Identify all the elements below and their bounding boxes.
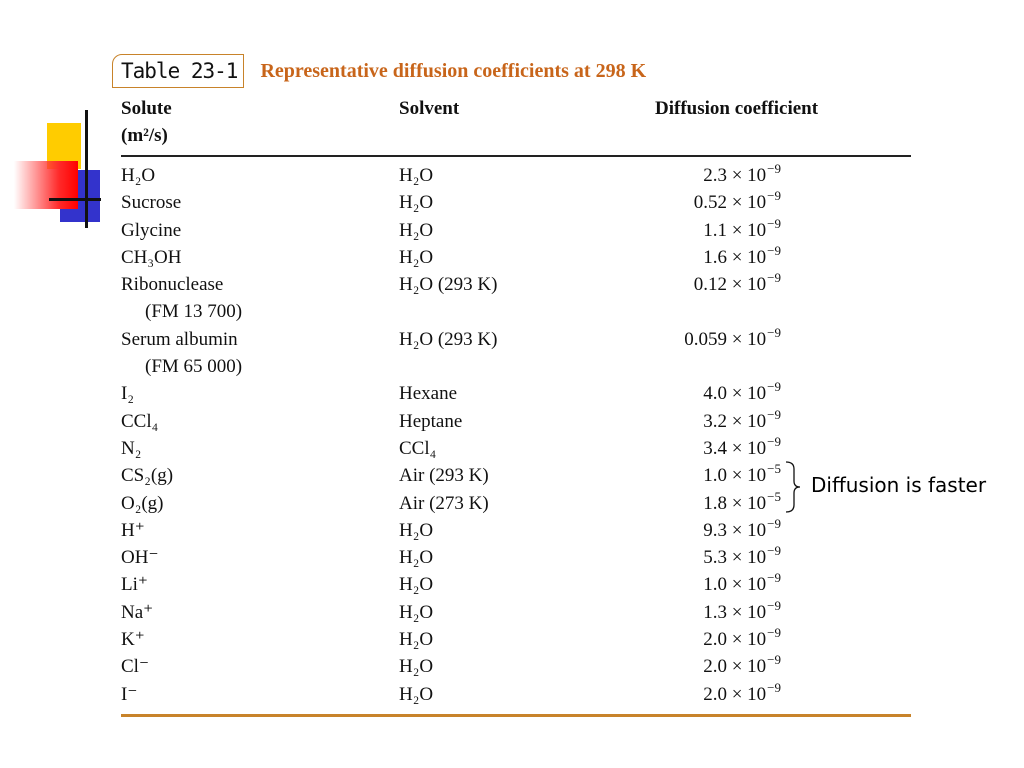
coefficient-exponent: −9 [767,406,781,422]
coefficient-exponent: −9 [767,161,781,176]
solute-name: Cl⁻ [121,656,149,678]
solute-name: Glycine [121,219,182,241]
cell-solvent: H₂O [399,192,434,214]
cell-coefficient [703,571,781,599]
cell-solute [121,462,173,489]
cell-solvent: H₂O [399,246,434,268]
decor-horizontal-line [49,198,101,201]
coefficient-exponent: −9 [767,433,781,449]
cell-solvent: Air (273 K) [399,492,489,514]
cell-coefficient [684,326,781,354]
table-row [121,162,911,189]
coefficient-exponent: −9 [767,679,781,695]
solute-name: Serum albumin [121,328,238,350]
cell-solvent: Heptane [399,410,463,432]
table-row [121,681,911,708]
coefficient-exponent: −9 [767,652,781,668]
cell-solute [121,189,181,216]
cell-coefficient [703,517,781,545]
cell-coefficient [703,162,781,190]
solute-name: K⁺ [121,629,145,651]
cell-solute [121,408,158,435]
cell-solute [121,217,181,244]
coefficient-exponent: −9 [767,324,781,340]
cell-solvent: H₂O [399,219,434,241]
times-ten: × 10 [731,165,767,186]
coefficient-mantissa: 5.3 [703,547,727,569]
cell-solvent: H₂O [399,165,434,186]
times-ten: × 10 [731,437,767,459]
coefficient-mantissa: 1.3 [703,601,727,623]
solute-name: Ribonuclease [121,274,224,296]
times-ten: × 10 [731,683,767,705]
cell-coefficient [703,653,781,681]
table-row [121,408,911,435]
times-ten: × 10 [731,246,767,268]
cell-solvent: H₂O [399,519,434,541]
table-row [121,189,911,216]
solute-name: I₂ [121,383,134,405]
times-ten: × 10 [731,519,767,541]
cell-coefficient [703,380,781,408]
cell-solute [121,380,134,407]
cell-solvent: Air (293 K) [399,465,489,487]
coefficient-mantissa: 0.12 [693,274,727,296]
cell-solute [121,271,242,325]
table-row [121,435,911,462]
cell-solvent: H₂O [399,601,434,623]
table-row [121,571,911,598]
cell-coefficient [703,490,781,518]
table-caption [112,54,646,88]
cell-solute [121,244,181,271]
times-ten: × 10 [731,219,767,241]
table-row [121,244,911,271]
times-ten: × 10 [731,656,767,678]
cell-solvent: H₂O [399,656,434,678]
solute-name: CH₃OH [121,246,182,268]
column-header-coefficient: Diffusion coefficient [655,98,819,119]
cell-solute [121,653,149,680]
solute-name: I⁻ [121,683,138,705]
cell-solute [121,517,145,544]
table-title: Representative diffusion coefficients at 298 K [260,59,647,82]
cell-coefficient [703,244,781,272]
table-body [121,162,911,708]
solute-name: OH⁻ [121,547,159,569]
table-top-rule [121,155,911,157]
coefficient-mantissa: 1.1 [703,219,727,241]
times-ten: × 10 [731,192,767,214]
table-row [121,626,911,653]
times-ten: × 10 [731,492,767,514]
coefficient-mantissa: 3.2 [703,410,727,432]
cell-solute [121,681,137,708]
cell-solute [121,435,141,462]
times-ten: × 10 [731,465,767,487]
column-solute-label: Solute [121,98,172,119]
coefficient-mantissa: 9.3 [703,519,727,541]
cell-solute [121,490,164,517]
brace-icon [784,461,808,513]
coefficient-exponent: −9 [767,242,781,258]
cell-coefficient [703,681,781,709]
coefficient-exponent: −9 [767,379,781,395]
coefficient-mantissa: 0.059 [684,328,727,350]
table-number: Table 23-1 [112,54,244,88]
column-header-solute [121,95,172,149]
cell-coefficient [703,544,781,572]
coefficient-mantissa: 1.8 [703,492,727,514]
cell-solvent: H₂O [399,629,434,651]
cell-coefficient [703,217,781,245]
solute-note: (FM 65 000) [145,355,243,377]
coefficient-mantissa: 2.0 [703,683,727,705]
decor-vertical-line [85,110,88,228]
times-ten: × 10 [731,601,767,623]
times-ten: × 10 [731,274,767,296]
table-row [121,380,911,407]
coefficient-exponent: −9 [767,215,781,231]
cell-solvent: H₂O [399,547,434,569]
solute-name: CCl₄ [121,410,159,432]
cell-solvent: H₂O [399,683,434,705]
coefficient-exponent: −9 [767,543,781,559]
solute-name: Sucrose [121,192,182,214]
cell-solute [121,326,242,380]
cell-solute [121,544,158,571]
coefficient-exponent: −9 [767,625,781,641]
coefficient-mantissa: 2.0 [703,629,727,651]
table-row [121,326,911,381]
table-row [121,653,911,680]
table-bottom-rule [121,714,911,717]
coefficient-exponent: −9 [767,570,781,586]
coefficient-exponent: −5 [767,461,781,477]
cell-coefficient [703,626,781,654]
cell-coefficient [703,599,781,627]
cell-solute [121,162,155,189]
cell-solute [121,571,148,598]
coefficient-mantissa: 1.6 [703,246,727,268]
solute-name: Li⁺ [121,574,148,596]
solute-note: (FM 13 700) [145,301,243,323]
solute-name: Na⁺ [121,601,154,623]
coefficient-mantissa: 4.0 [703,383,727,405]
times-ten: × 10 [731,410,767,432]
times-ten: × 10 [731,547,767,569]
coefficient-mantissa: 0.52 [693,192,727,214]
cell-solvent: H₂O (293 K) [399,274,498,296]
cell-solvent: H₂O [399,574,434,596]
cell-coefficient [694,189,781,217]
cell-solute [121,599,153,626]
decor-red-square [14,161,78,209]
coefficient-exponent: −9 [767,515,781,531]
times-ten: × 10 [731,629,767,651]
cell-coefficient [703,462,781,490]
solute-name: CS₂(g) [121,465,174,487]
coefficient-mantissa: 2.3 [703,165,727,186]
table-row [121,217,911,244]
times-ten: × 10 [731,574,767,596]
table-row [121,517,911,544]
cell-solute [121,626,145,653]
cell-solvent: H₂O (293 K) [399,328,498,350]
annotation-text: Diffusion is faster [811,473,987,497]
coefficient-exponent: −9 [767,270,781,286]
cell-coefficient [703,435,781,463]
solute-name: O₂(g) [121,492,164,514]
solute-name: N₂ [121,437,142,459]
cell-solvent: Hexane [399,383,458,405]
table-row [121,544,911,571]
table-row [121,599,911,626]
column-unit-label: (m²/s) [121,125,168,146]
cell-coefficient [703,408,781,436]
solute-name: H⁺ [121,519,145,541]
coefficient-mantissa: 2.0 [703,656,727,678]
coefficient-mantissa: 1.0 [703,574,727,596]
coefficient-exponent: −5 [767,488,781,504]
coefficient-mantissa: 1.0 [703,465,727,487]
cell-solvent: CCl₄ [399,437,437,459]
times-ten: × 10 [731,328,767,350]
solute-name: H₂O [121,165,156,186]
column-header-solvent: Solvent [399,98,460,119]
coefficient-exponent: −9 [767,597,781,613]
times-ten: × 10 [731,383,767,405]
table-row [121,271,911,326]
coefficient-mantissa: 3.4 [703,437,727,459]
coefficient-exponent: −9 [767,188,781,204]
cell-coefficient [694,271,781,299]
